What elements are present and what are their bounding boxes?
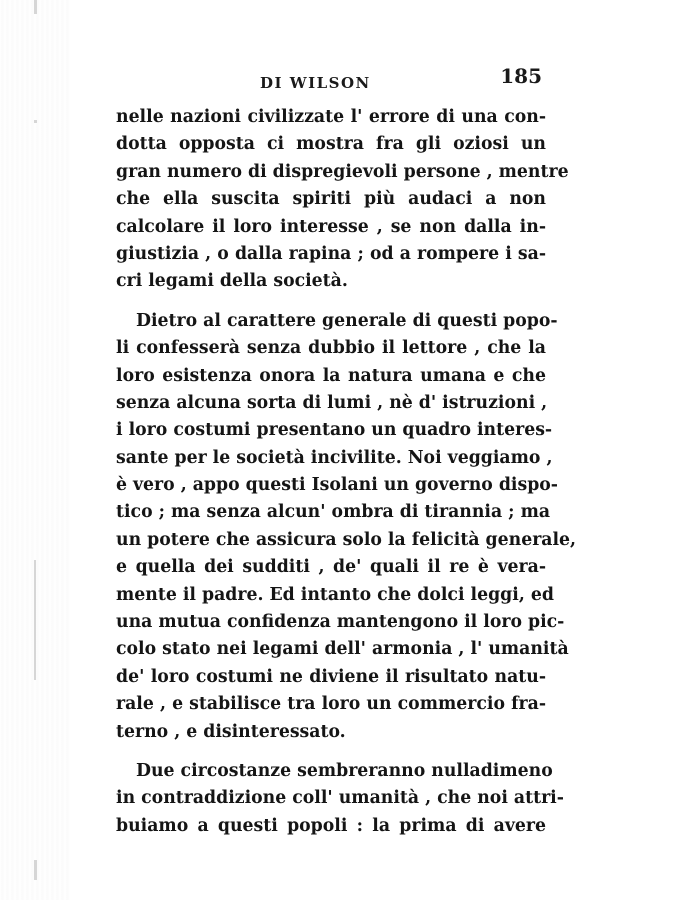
gutter-speck	[34, 0, 37, 14]
text-line: è vero , appo questi Isolani un governo dispo-	[116, 475, 558, 496]
text-line: Due circostanze sembreranno nulladimeno	[136, 760, 553, 781]
gutter-speck	[34, 860, 37, 880]
text-line: cri legami della società.	[116, 271, 348, 292]
text-line: che ella suscita spiriti più audaci a non	[116, 189, 546, 210]
body-text	[116, 104, 577, 840]
text-line: loro esistenza onora la natura umana e che	[116, 365, 546, 386]
text-line: una mutua confidenza mantengono il loro pic-	[116, 612, 565, 633]
text-line: senza alcuna sorta di lumi , nè d' istruzioni ,	[116, 392, 548, 413]
text-line: i loro costumi presentano un quadro interes-	[116, 420, 553, 441]
text-line: rale , e stabilisce tra loro un commercio fra-	[116, 694, 546, 715]
text-line: buiamo a questi popoli : la prima di avere	[116, 815, 546, 836]
text-line: nelle nazioni civilizzate l' errore di una con-	[116, 107, 546, 127]
text-line: terno , e disinteressato.	[116, 721, 346, 742]
paragraph-gap	[116, 746, 546, 758]
gutter-speck	[34, 560, 36, 680]
text-line: in contraddizione coll' umanità , che noi attri-	[116, 788, 564, 809]
text-line: sante per le società incivilite. Noi veggiamo ,	[116, 447, 553, 468]
text-line: li confesserà senza dubbio il lettore , che la	[116, 338, 546, 359]
text-line: de' loro costumi ne diviene il risultato natu-	[116, 666, 546, 687]
text-line: Dietro al carattere generale di questi popo-	[136, 310, 558, 331]
text-line: un potere che assicura solo la felicità generale,	[116, 529, 577, 550]
text-line: giustizia , o dalla rapina ; od a rompere i sa-	[116, 243, 546, 264]
text-line: colo stato nei legami dell' armonia , l' umanità	[116, 639, 569, 660]
running-head: DI WILSON	[260, 74, 371, 92]
text-line: tico ; ma senza alcun' ombra di tirannia ; ma	[116, 502, 551, 523]
text-line: gran numero di dispregievoli persone , mentre	[116, 161, 569, 182]
text-line: dotta opposta ci mostra fra gli oziosi un	[116, 134, 546, 155]
page-header	[120, 64, 550, 98]
page-gutter	[0, 0, 70, 900]
paragraph-gap	[116, 296, 546, 308]
text-line: e quella dei sudditi , de' quali il re è vera-	[116, 557, 546, 578]
page-number: 185	[500, 64, 542, 88]
text-line: mente il padre. Ed intanto che dolci leggi, ed	[116, 584, 554, 605]
gutter-speck	[34, 120, 37, 123]
text-line: calcolare il loro interesse , se non dalla in-	[116, 216, 546, 237]
